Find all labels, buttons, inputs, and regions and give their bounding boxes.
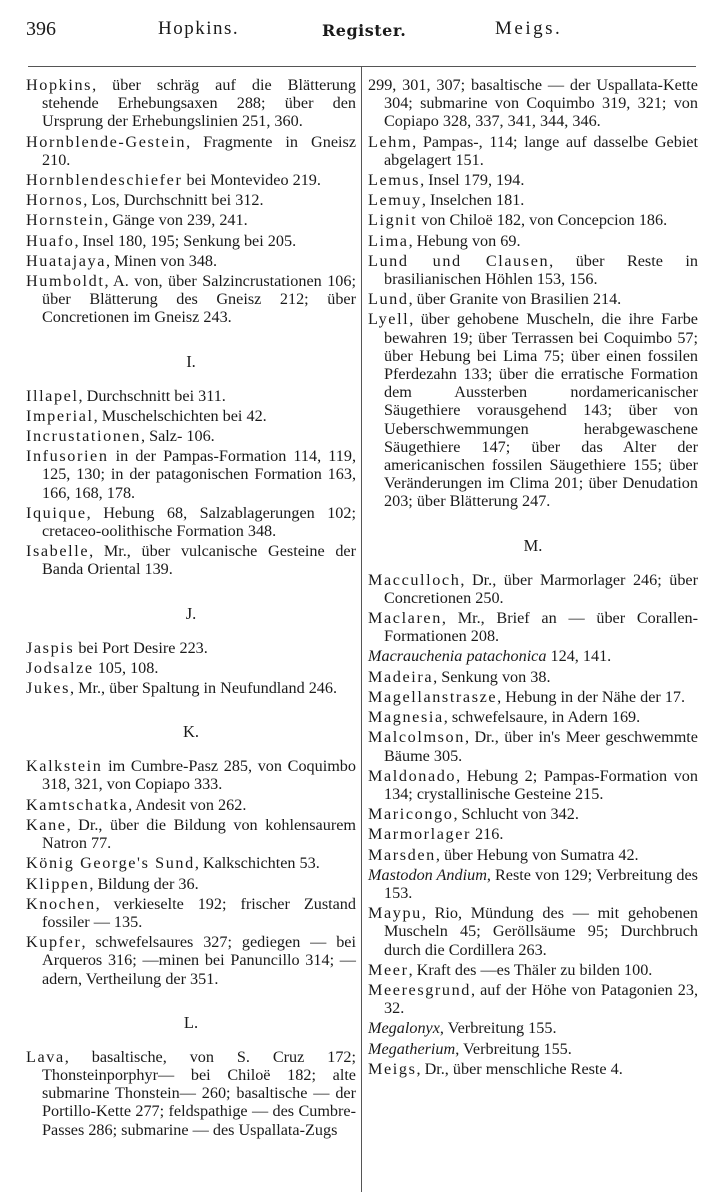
entry-text: bei Montevideo 219. bbox=[182, 171, 321, 190]
index-entry bbox=[26, 895, 356, 931]
entry-text: , Muschelschichten bei 42. bbox=[93, 406, 267, 425]
entry-text: , über Granite von Brasilien 214. bbox=[408, 290, 622, 309]
entry-keyword: Kupfer bbox=[26, 933, 82, 952]
index-entry bbox=[26, 427, 356, 445]
index-entry bbox=[368, 708, 698, 726]
index-entry bbox=[368, 688, 698, 706]
entry-keyword: Jaspis bbox=[26, 638, 75, 657]
index-entry bbox=[26, 76, 356, 131]
entry-text: , Verbreitung 155. bbox=[455, 1039, 572, 1058]
index-entry bbox=[368, 171, 698, 189]
entry-keyword: Illapel bbox=[26, 386, 79, 405]
entry-keyword: Kalkstein bbox=[26, 757, 103, 776]
entry-keyword: Infusorien bbox=[26, 447, 109, 466]
entry-keyword: Maricongo bbox=[368, 805, 454, 824]
index-entry bbox=[368, 1040, 698, 1058]
entry-keyword: Kamtschatka bbox=[26, 795, 129, 814]
index-entry bbox=[368, 728, 698, 764]
entry-text: in der Pampas-Formation 114, 119, 125, 130; in der patagonischen Formation 163, 166, 168, 178. bbox=[42, 447, 356, 502]
entry-text: bei Port Desire 223. bbox=[74, 638, 208, 657]
entry-keyword: Lemus bbox=[368, 171, 421, 190]
entry-keyword: Knochen bbox=[26, 894, 96, 913]
entry-text: , auf der Höhe von Patagonien 23, 32. bbox=[384, 980, 698, 1018]
running-header bbox=[0, 18, 724, 52]
entry-keyword: Meeresgrund bbox=[368, 980, 472, 999]
entry-keyword: Marsden bbox=[368, 845, 436, 864]
index-entry bbox=[368, 571, 698, 607]
entry-keyword: Megatherium bbox=[368, 1039, 456, 1058]
entry-text: , Andesit von 262. bbox=[128, 795, 247, 814]
index-entry bbox=[26, 504, 356, 540]
entry-text: , Hebung 2; Pampas-Formation von 134; crystallinische Gesteine 215. bbox=[384, 766, 698, 803]
index-entry bbox=[26, 639, 356, 657]
index-entry bbox=[26, 387, 356, 405]
entry-keyword: Lund und Clausen bbox=[368, 251, 550, 270]
entry-text: , über Reste in brasilianischen Höhlen 153, 156. bbox=[384, 251, 698, 289]
index-entry bbox=[26, 232, 356, 250]
entry-text: , Reste von 129; Verbreitung des 153. bbox=[384, 865, 698, 902]
index-entry bbox=[26, 133, 356, 169]
index-entry bbox=[26, 272, 356, 327]
page-number: 396 bbox=[26, 18, 56, 40]
entry-keyword: Isabelle bbox=[26, 542, 90, 561]
entry-text: , Salz- 106. bbox=[141, 427, 215, 446]
entry-text: , schwefelsaures 327; gediegen — bei Arqueros 316; —minen bei Panuncillo 314; —adern, Vertheilung der 351. bbox=[42, 933, 356, 988]
entry-text: , Insel 179, 194. bbox=[420, 171, 525, 190]
entry-keyword: Maldonado bbox=[368, 766, 457, 785]
entry-keyword: Magnesia bbox=[368, 708, 444, 727]
index-entry bbox=[26, 796, 356, 814]
entry-text: , Dr., über in's Meer geschwemmte Bäume 305. bbox=[384, 728, 698, 765]
entry-text: 216. bbox=[471, 825, 504, 844]
entry-text: , Senkung von 38. bbox=[433, 667, 551, 686]
entry-keyword: Hornblende-Gestein bbox=[26, 132, 187, 151]
index-entry bbox=[368, 76, 698, 131]
entry-keyword: Lyell bbox=[368, 310, 410, 329]
entry-text: von Chiloë 182, von Concepcion 186. bbox=[417, 211, 668, 230]
index-entry bbox=[26, 447, 356, 502]
index-entry bbox=[26, 542, 356, 578]
index-entry bbox=[26, 252, 356, 270]
entry-text: , Hebung von 69. bbox=[408, 231, 521, 250]
index-entry bbox=[368, 668, 698, 686]
entry-text: , über Hebung von Sumatra 42. bbox=[435, 845, 639, 864]
section-letter: L. bbox=[183, 1012, 199, 1032]
entry-keyword: Huafo bbox=[26, 231, 75, 250]
header-divider bbox=[28, 66, 696, 67]
entry-keyword: Macculloch bbox=[368, 570, 461, 589]
index-entry bbox=[26, 407, 356, 425]
entry-keyword: Hornblendeschiefer bbox=[26, 171, 183, 190]
index-entry bbox=[368, 866, 698, 902]
index-entry bbox=[368, 805, 698, 823]
entry-text: , Gänge von 239, 241. bbox=[104, 211, 248, 230]
entry-keyword: Lignit bbox=[368, 211, 418, 230]
index-entry bbox=[26, 211, 356, 229]
entry-keyword: Jukes bbox=[26, 679, 70, 698]
entry-text: , über gehobene Muscheln, die ihre Farbe bewahren 19; über Terrassen bei Coquimbo 57; über Hebung bei Lima 75; über einen fossilen Pferdezahn 133; über die erratische Formation dem Aussterben nordamericanischer Säugethiere vorausgehend 143; über von Ueberschwemmungen herabgewaschene Säugethiere 147; über das Alter der americanischen fossilen Säugethiere 155; über Veränderungen im Clima 201; über Denudation 203; über Blätterung 247. bbox=[384, 310, 698, 511]
entry-keyword: Kane bbox=[26, 815, 67, 834]
index-entry bbox=[368, 211, 698, 229]
entry-text: 299, 301, 307; basaltische — der Uspallata-Kette 304; submarine von Coquimbo 319, 321; von Copiapo 328, 337, 341, 344, 346. bbox=[368, 76, 698, 131]
entry-keyword: Maypu bbox=[368, 904, 422, 923]
entry-keyword: Megalonyx bbox=[368, 1019, 440, 1038]
entry-text: , Mr., über vulcanische Gesteine der Banda Oriental 139. bbox=[42, 542, 356, 579]
header-right-catchword: Meigs. bbox=[495, 18, 563, 39]
index-entry bbox=[368, 191, 698, 209]
section-letter: I. bbox=[186, 351, 196, 371]
entry-text: , Minen von 348. bbox=[106, 251, 218, 270]
index-entry bbox=[368, 825, 698, 843]
index-entry bbox=[26, 679, 356, 697]
index-entry bbox=[26, 191, 356, 209]
entry-text: , Dr., über menschliche Reste 4. bbox=[416, 1059, 623, 1078]
entry-text: , Insel 180, 195; Senkung bei 205. bbox=[74, 231, 297, 250]
entry-text: , Inselchen 181. bbox=[421, 191, 525, 210]
entry-text: , Hebung 68, Salzablagerungen 102; cretaceo-oolithische Formation 348. bbox=[42, 503, 356, 541]
index-entry bbox=[368, 133, 698, 169]
entry-keyword: Lehm bbox=[368, 132, 413, 151]
entry-text: , Verbreitung 155. bbox=[439, 1019, 557, 1038]
section-letter: K. bbox=[182, 722, 200, 742]
entry-keyword: Macrauchenia patachonica bbox=[368, 647, 547, 666]
index-entry bbox=[368, 647, 698, 665]
entry-text: , Mr., Brief an — über Corallen-Formationen 208. bbox=[384, 609, 698, 646]
entry-keyword: Magellanstrasze bbox=[368, 687, 498, 706]
entry-keyword: Iquique bbox=[26, 503, 87, 522]
index-entry bbox=[26, 757, 356, 793]
section-letter: J. bbox=[185, 603, 197, 623]
index-entry bbox=[368, 1019, 698, 1037]
entry-text: , Dr., über die Bildung von kohlensaurem Natron 77. bbox=[42, 815, 356, 853]
entry-keyword: Klippen bbox=[26, 874, 90, 893]
entry-text: , Bildung der 36. bbox=[89, 874, 199, 893]
entry-keyword: Malcolmson bbox=[368, 728, 465, 747]
entry-text: , Mr., über Spaltung in Neufundland 246. bbox=[69, 679, 338, 698]
entry-text: 124, 141. bbox=[546, 647, 612, 666]
right-column bbox=[368, 76, 698, 1080]
entry-keyword: Hornos bbox=[26, 191, 84, 210]
entry-keyword: Incrustationen bbox=[26, 427, 141, 446]
index-entry bbox=[368, 981, 698, 1017]
header-title: Register. bbox=[322, 21, 407, 40]
entry-text: , schwefelsaure, in Adern 169. bbox=[443, 708, 641, 727]
entry-keyword: Imperial bbox=[26, 406, 94, 425]
entry-keyword: Jodsalze bbox=[26, 658, 94, 677]
entry-keyword: Lava bbox=[26, 1047, 65, 1066]
index-entry bbox=[368, 290, 698, 308]
entry-text: , Durchschnitt bei 311. bbox=[78, 386, 226, 405]
entry-keyword: Lemuy bbox=[368, 191, 422, 210]
entry-text: , über schräg auf die Blätterung stehende Erhebungsaxen 288; über den Ursprung der Erhebungslinien 251, 360. bbox=[42, 76, 356, 131]
index-entry bbox=[368, 961, 698, 979]
entry-text: im Cumbre-Pasz 285, von Coquimbo 318, 321, von Copiapo 333. bbox=[42, 757, 356, 794]
index-entry bbox=[26, 659, 356, 677]
entry-keyword: Meer bbox=[368, 960, 409, 979]
entry-keyword: Madeira bbox=[368, 667, 434, 686]
entry-text: , A. von, über Salzincrustationen 106; über Blätterung des Gneisz 212; über Concretionen im Gneisz 243. bbox=[42, 272, 356, 327]
index-entry bbox=[26, 816, 356, 852]
index-entry bbox=[26, 1048, 356, 1139]
index-entry bbox=[26, 933, 356, 988]
entry-keyword: Meigs bbox=[368, 1059, 417, 1078]
section-letter: M. bbox=[523, 535, 543, 555]
entry-keyword: Lund bbox=[368, 290, 409, 309]
entry-text: , Kalkschichten 53. bbox=[194, 854, 320, 873]
header-left-catchword: Hopkins. bbox=[158, 18, 240, 39]
entry-keyword: Marmorlager bbox=[368, 825, 471, 844]
index-entry bbox=[368, 310, 698, 510]
index-entry bbox=[26, 854, 356, 872]
entry-text: , Pampas-, 114; lange auf dasselbe Gebiet abgelagert 151. bbox=[384, 132, 698, 169]
index-entry bbox=[368, 904, 698, 959]
column-divider bbox=[361, 67, 362, 1192]
index-entry bbox=[26, 171, 356, 189]
index-entry bbox=[368, 767, 698, 803]
entry-keyword: Mastodon Andium bbox=[368, 865, 487, 884]
entry-keyword: Hornstein bbox=[26, 211, 105, 230]
index-entry bbox=[26, 875, 356, 893]
entry-text: , Fragmente in Gneisz 210. bbox=[42, 132, 356, 169]
entry-text: , Rio, Mündung des — mit gehobenen Muscheln 45; Geröllsäume 95; Durchbruch durch die Cordillera 263. bbox=[384, 904, 698, 959]
entry-keyword: Maclaren bbox=[368, 609, 442, 628]
index-entry bbox=[368, 609, 698, 645]
index-entry bbox=[368, 1060, 698, 1078]
entry-text: , Hebung in der Nähe der 17. bbox=[497, 687, 686, 706]
index-entry bbox=[368, 252, 698, 288]
entry-keyword: Huatajaya bbox=[26, 251, 107, 270]
entry-keyword: Hopkins bbox=[26, 76, 93, 94]
entry-text: 105, 108. bbox=[93, 658, 159, 677]
left-column bbox=[26, 76, 356, 1141]
index-entry bbox=[368, 846, 698, 864]
entry-keyword: König George's Sund bbox=[26, 854, 195, 873]
entry-text: , Kraft des —es Thäler zu bilden 100. bbox=[408, 960, 653, 979]
index-entry bbox=[368, 232, 698, 250]
entry-text: , basaltische, von S. Cruz 172; Thonsteinporphyr— bei Chiloë 182; alte submarine Thonstein— 260; basaltische — der Portillo-Kette 277; feldspathige — des Cumbre-Passes 286; submarine — des Uspallata-Zugs bbox=[42, 1047, 356, 1139]
entry-text: , Schlucht von 342. bbox=[453, 805, 579, 824]
entry-text: , Los, Durchschnitt bei 312. bbox=[83, 191, 264, 210]
entry-keyword: Humboldt bbox=[26, 272, 105, 291]
entry-keyword: Lima bbox=[368, 231, 409, 250]
entry-text: , verkieselte 192; frischer Zustand fossiler — 135. bbox=[42, 894, 356, 931]
entry-text: , Dr., über Marmorlager 246; über Concretionen 250. bbox=[384, 570, 698, 607]
